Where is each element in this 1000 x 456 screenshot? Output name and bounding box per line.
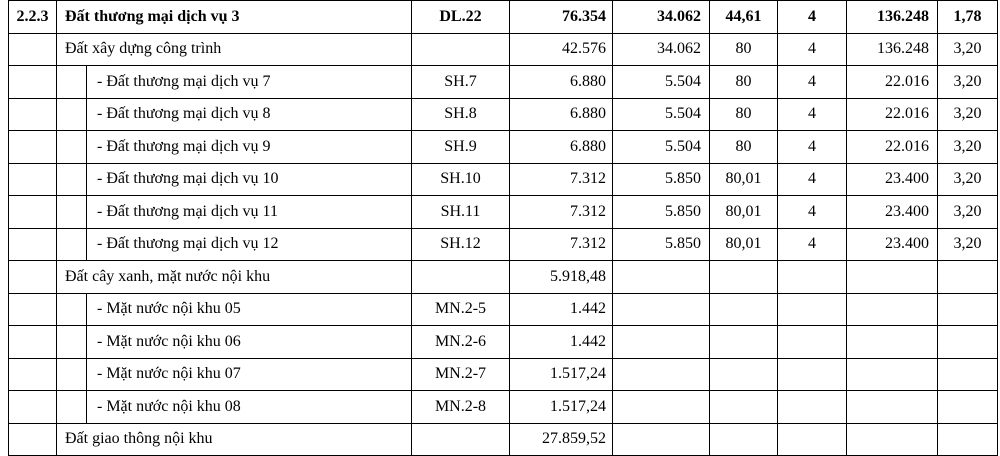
cell-code-empty (9, 131, 57, 164)
cell-code-empty (9, 33, 57, 66)
cell-floors (778, 391, 847, 424)
cell-density (710, 326, 778, 359)
cell-indent (57, 391, 87, 424)
cell-area: 1.442 (510, 326, 613, 359)
cell-name: - Đất thương mại dịch vụ 7 (87, 66, 412, 99)
table-row (9, 228, 998, 261)
cell-symbol (412, 261, 510, 294)
cell-ratio (938, 326, 998, 359)
cell-floor-area: 22.016 (847, 98, 938, 131)
cell-symbol: SH.9 (412, 131, 510, 164)
cell-build-area: 34.062 (613, 33, 710, 66)
cell-symbol (412, 33, 510, 66)
cell-name: Đất xây dựng công trình (57, 33, 412, 66)
cell-code-empty (9, 66, 57, 99)
cell-indent (57, 98, 87, 131)
cell-density: 80 (710, 131, 778, 164)
cell-build-area: 5.850 (613, 196, 710, 229)
cell-name: - Đất thương mại dịch vụ 12 (87, 228, 412, 261)
table-row (9, 423, 998, 456)
table-row (9, 66, 998, 99)
table-row (9, 391, 998, 424)
cell-symbol (412, 423, 510, 456)
table-row (9, 163, 998, 196)
table-row (9, 326, 998, 359)
cell-floor-area: 23.400 (847, 196, 938, 229)
cell-area: 1.517,24 (510, 391, 613, 424)
cell-indent (57, 358, 87, 391)
cell-name: - Đất thương mại dịch vụ 8 (87, 98, 412, 131)
cell-floor-area: 136.248 (847, 1, 938, 34)
cell-density: 80,01 (710, 163, 778, 196)
cell-symbol: SH.11 (412, 196, 510, 229)
cell-build-area: 5.504 (613, 98, 710, 131)
cell-floors (778, 293, 847, 326)
cell-floor-area (847, 261, 938, 294)
cell-floors (778, 358, 847, 391)
cell-name: - Mặt nước nội khu 06 (87, 326, 412, 359)
cell-floors (778, 423, 847, 456)
cell-code-empty (9, 326, 57, 359)
cell-symbol: MN.2-6 (412, 326, 510, 359)
cell-build-area (613, 261, 710, 294)
table-row (9, 196, 998, 229)
cell-density (710, 261, 778, 294)
cell-area: 6.880 (510, 66, 613, 99)
cell-area: 42.576 (510, 33, 613, 66)
table-row (9, 131, 998, 164)
cell-indent (57, 163, 87, 196)
cell-build-area (613, 391, 710, 424)
cell-floor-area (847, 423, 938, 456)
cell-ratio (938, 293, 998, 326)
cell-density (710, 423, 778, 456)
cell-area: 5.918,48 (510, 261, 613, 294)
cell-floor-area (847, 293, 938, 326)
cell-code-empty (9, 358, 57, 391)
cell-code-empty (9, 261, 57, 294)
cell-floor-area: 23.400 (847, 228, 938, 261)
cell-area: 6.880 (510, 131, 613, 164)
cell-build-area: 5.850 (613, 228, 710, 261)
table-body (9, 1, 998, 456)
cell-density (710, 391, 778, 424)
cell-ratio (938, 391, 998, 424)
cell-name: Đất thương mại dịch vụ 3 (57, 1, 412, 34)
cell-symbol: SH.10 (412, 163, 510, 196)
cell-symbol: SH.12 (412, 228, 510, 261)
cell-ratio: 3,20 (938, 196, 998, 229)
cell-area: 1.517,24 (510, 358, 613, 391)
cell-floors: 4 (778, 66, 847, 99)
cell-floors: 4 (778, 228, 847, 261)
cell-code: 2.2.3 (9, 1, 57, 34)
cell-ratio (938, 358, 998, 391)
cell-code-empty (9, 293, 57, 326)
cell-floor-area: 23.400 (847, 163, 938, 196)
cell-area: 1.442 (510, 293, 613, 326)
cell-floor-area (847, 358, 938, 391)
cell-ratio: 3,20 (938, 33, 998, 66)
table-row (9, 98, 998, 131)
cell-ratio (938, 423, 998, 456)
cell-code-empty (9, 423, 57, 456)
cell-density (710, 358, 778, 391)
cell-build-area: 5.504 (613, 66, 710, 99)
cell-density: 80 (710, 98, 778, 131)
cell-floor-area: 136.248 (847, 33, 938, 66)
cell-indent (57, 228, 87, 261)
cell-indent (57, 293, 87, 326)
cell-floors (778, 261, 847, 294)
land-use-table (8, 0, 998, 456)
cell-code-empty (9, 228, 57, 261)
cell-build-area: 5.850 (613, 163, 710, 196)
cell-floor-area (847, 391, 938, 424)
cell-density: 80 (710, 66, 778, 99)
cell-ratio: 3,20 (938, 66, 998, 99)
cell-name: - Đất thương mại dịch vụ 9 (87, 131, 412, 164)
cell-density: 80,01 (710, 196, 778, 229)
cell-build-area (613, 293, 710, 326)
cell-ratio (938, 261, 998, 294)
cell-symbol: DL.22 (412, 1, 510, 34)
cell-floors: 4 (778, 196, 847, 229)
cell-build-area: 5.504 (613, 131, 710, 164)
cell-indent (57, 66, 87, 99)
cell-area: 27.859,52 (510, 423, 613, 456)
cell-area: 7.312 (510, 196, 613, 229)
cell-name: - Mặt nước nội khu 07 (87, 358, 412, 391)
cell-name: Đất cây xanh, mặt nước nội khu (57, 261, 412, 294)
cell-symbol: MN.2-8 (412, 391, 510, 424)
cell-symbol: MN.2-7 (412, 358, 510, 391)
table-row-header-223 (9, 1, 998, 34)
cell-area: 76.354 (510, 1, 613, 34)
cell-code-empty (9, 98, 57, 131)
cell-density: 80 (710, 33, 778, 66)
cell-floor-area (847, 326, 938, 359)
cell-build-area: 34.062 (613, 1, 710, 34)
cell-area: 6.880 (510, 98, 613, 131)
cell-floors: 4 (778, 33, 847, 66)
cell-name: - Mặt nước nội khu 05 (87, 293, 412, 326)
cell-symbol: SH.8 (412, 98, 510, 131)
cell-floors: 4 (778, 98, 847, 131)
cell-floors (778, 326, 847, 359)
cell-indent (57, 326, 87, 359)
cell-ratio: 3,20 (938, 98, 998, 131)
cell-density: 44,61 (710, 1, 778, 34)
cell-area: 7.312 (510, 228, 613, 261)
cell-symbol: SH.7 (412, 66, 510, 99)
table-row (9, 293, 998, 326)
cell-build-area (613, 326, 710, 359)
cell-build-area (613, 358, 710, 391)
cell-name: - Đất thương mại dịch vụ 11 (87, 196, 412, 229)
cell-density (710, 293, 778, 326)
cell-area: 7.312 (510, 163, 613, 196)
cell-floor-area: 22.016 (847, 66, 938, 99)
table-row (9, 358, 998, 391)
cell-code-empty (9, 196, 57, 229)
cell-code-empty (9, 163, 57, 196)
cell-ratio: 3,20 (938, 163, 998, 196)
cell-floors: 4 (778, 131, 847, 164)
cell-symbol: MN.2-5 (412, 293, 510, 326)
table-row (9, 33, 998, 66)
cell-floor-area: 22.016 (847, 131, 938, 164)
cell-indent (57, 131, 87, 164)
cell-ratio: 1,78 (938, 1, 998, 34)
cell-code-empty (9, 391, 57, 424)
cell-build-area (613, 423, 710, 456)
cell-floors: 4 (778, 163, 847, 196)
cell-indent (57, 196, 87, 229)
cell-ratio: 3,20 (938, 228, 998, 261)
cell-name: Đất giao thông nội khu (57, 423, 412, 456)
cell-density: 80,01 (710, 228, 778, 261)
cell-name: - Mặt nước nội khu 08 (87, 391, 412, 424)
cell-name: - Đất thương mại dịch vụ 10 (87, 163, 412, 196)
cell-ratio: 3,20 (938, 131, 998, 164)
table-row (9, 261, 998, 294)
cell-floors: 4 (778, 1, 847, 34)
